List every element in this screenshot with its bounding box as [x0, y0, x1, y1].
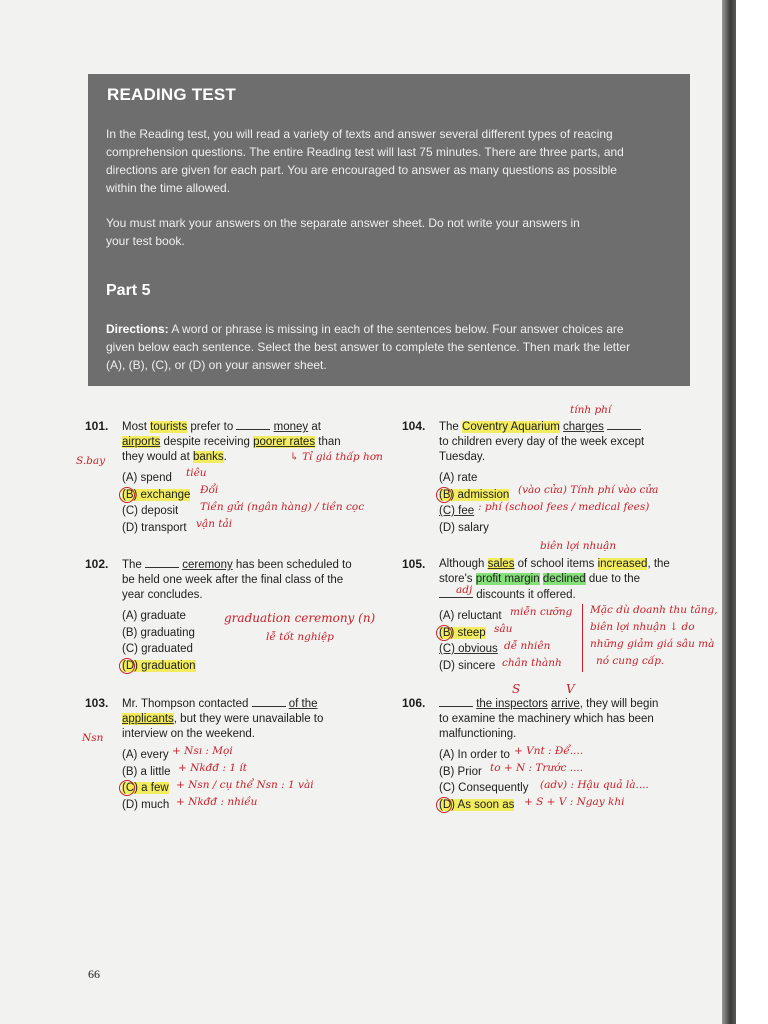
- annotation: Tiền gửi (ngân hàng) / tiền cọc: [200, 501, 365, 513]
- option-label: (A) rate: [439, 472, 478, 484]
- stem-text: .: [223, 451, 227, 463]
- selected-answer-circle: [436, 797, 452, 813]
- option-d[interactable]: [439, 658, 709, 675]
- part-title: Part 5: [106, 282, 151, 299]
- option-b[interactable]: [122, 764, 392, 781]
- stem-text: Mr. Thompson contacted: [122, 698, 252, 710]
- stem-text: , they will begin: [579, 698, 659, 710]
- stem-text: , but they were unavailable to: [173, 713, 324, 725]
- selected-answer-circle: [119, 780, 135, 796]
- stem-text: be held one week after the final class of the: [122, 574, 344, 586]
- option-label: (B) Prior: [439, 765, 482, 778]
- stem-text: of school items: [514, 558, 598, 570]
- stem-text: Although: [439, 558, 488, 570]
- annotation: to + N : Trước ....: [490, 762, 584, 774]
- answer-blank: [252, 696, 286, 707]
- annotation: Đổi: [200, 484, 219, 496]
- selected-answer-circle: [119, 487, 135, 503]
- binding-shadow: [722, 0, 736, 1024]
- annotation: miễn cưỡng: [510, 606, 573, 618]
- underlined-of-the: of the: [288, 698, 318, 710]
- page-number: 66: [88, 967, 100, 981]
- option-label: (B) graduating: [122, 626, 195, 639]
- option-d[interactable]: [122, 658, 392, 675]
- option-label: (D) graduation: [122, 659, 196, 672]
- annotation: Mặc dù doanh thu tăng,: [590, 604, 718, 616]
- annotation-bracket: [582, 604, 583, 672]
- annotation: sâu: [494, 623, 513, 635]
- option-label: (B) a little: [122, 765, 171, 778]
- answer-blank: [607, 419, 641, 430]
- directions-line: (A), (B), (C), or (D) on your answer sheet.: [106, 358, 327, 372]
- annotation: + Nsn / cụ thể Nsn : 1 vài: [176, 779, 314, 791]
- question-stem: [122, 557, 392, 603]
- stem-text: at: [308, 421, 321, 433]
- underlined-money: money: [273, 421, 309, 433]
- question-number: 101.: [85, 419, 109, 433]
- option-label: (C) graduated: [122, 643, 193, 655]
- stem-text: interview on the weekend.: [122, 728, 255, 740]
- option-label: (A) In order to: [439, 749, 510, 761]
- banner-title: READING TEST: [107, 85, 236, 104]
- annotation: : phí (school fees / medical fees): [478, 501, 650, 513]
- highlight-increased: increased: [597, 558, 648, 570]
- option-label: (D) sincere: [439, 659, 496, 672]
- highlight-tourists: tourists: [150, 421, 188, 433]
- annotation: Nsn: [82, 732, 104, 744]
- option-label: (D) As soon as: [439, 798, 515, 811]
- scan-margin: [736, 0, 768, 1024]
- question-stem: [122, 696, 392, 742]
- option-label: (C) fee: [439, 505, 475, 517]
- underlined-arrive: arrive: [551, 698, 580, 710]
- question-stem: [439, 696, 709, 742]
- annotation: ↳ Tỉ giá thấp hơn: [290, 451, 383, 463]
- option-c[interactable]: [122, 641, 392, 658]
- annotation: dễ nhiên: [504, 640, 551, 652]
- option-label: (B) exchange: [122, 488, 191, 501]
- highlight-declined: declined: [542, 573, 586, 585]
- question-number: 103.: [85, 696, 109, 710]
- annotation: tính phí: [570, 404, 612, 416]
- stem-text: discounts it offered.: [476, 589, 576, 601]
- instr-line: your test book.: [106, 234, 185, 248]
- annotation: vận tải: [196, 518, 233, 530]
- highlight-poorer-rates: poorer rates: [253, 436, 316, 448]
- stem-text: to examine the machinery which has been: [439, 713, 654, 725]
- stem-text: Tuesday.: [439, 451, 486, 463]
- highlight-applicants: applicants: [122, 713, 174, 725]
- instr-line: You must mark your answers on the separate answer sheet. Do not write your answers in: [106, 216, 580, 230]
- option-label: (B) steep: [439, 626, 486, 639]
- highlight-coventry-aquarium: Coventry Aquarium: [462, 421, 560, 433]
- option-label: (C) a few: [122, 782, 169, 794]
- selected-answer-circle: [119, 658, 135, 674]
- directions-line: given below each sentence. Select the best answer to complete the sentence. Then mark the letter: [106, 340, 631, 354]
- annotation: (vào cửa) Tính phí vào cửa: [518, 484, 659, 496]
- option-a[interactable]: [122, 470, 392, 487]
- highlight-airports: airports: [122, 436, 161, 448]
- option-label: (D) much: [122, 798, 170, 811]
- intro-line: directions are given for each part. You are encouraged to answer as many questions as possible: [106, 163, 617, 177]
- question-stem: [439, 557, 709, 603]
- intro-line: comprehension questions. The entire Reading test will last 75 minutes. There are three parts, and: [106, 145, 624, 159]
- underlined-charges: charges: [563, 421, 604, 433]
- annotation: + Vnt : Để....: [514, 745, 584, 757]
- option-label: (C) obvious: [439, 643, 498, 655]
- intro-line: In the Reading test, you will read a variety of texts and answer several different types of reacing: [106, 127, 613, 141]
- option-label: (C) deposit: [122, 505, 179, 517]
- directions: [106, 320, 676, 374]
- reading-test-banner: [88, 74, 690, 386]
- option-label: (C) Consequently: [439, 782, 529, 794]
- option-label: (A) every: [122, 749, 169, 761]
- selected-answer-circle: [436, 625, 452, 641]
- stem-text: prefer to: [187, 421, 237, 433]
- stem-text: due to the: [585, 573, 641, 585]
- question-stem: [439, 419, 709, 465]
- highlight-banks: banks: [192, 451, 224, 463]
- directions-label: Directions:: [106, 322, 169, 336]
- answer-blank: [439, 696, 473, 707]
- stem-text: , the: [647, 558, 670, 570]
- stem-text: Most: [122, 421, 151, 433]
- banner-intro: [106, 125, 666, 197]
- option-d[interactable]: [439, 520, 709, 537]
- banner-instructions: [106, 214, 666, 250]
- stem-text: they would at: [122, 451, 193, 463]
- stem-text: has been scheduled to: [232, 559, 352, 571]
- annotation: những giảm giá sâu mà: [590, 638, 715, 650]
- option-label: (B) admission: [439, 488, 510, 501]
- question-104: [402, 419, 709, 536]
- annotation: tiêu: [186, 467, 207, 479]
- annotation: + S + V : Ngay khi: [524, 796, 625, 808]
- annotation: V: [566, 682, 575, 696]
- directions-line: A word or phrase is missing in each of the sentences below. Four answer choices are: [168, 322, 624, 336]
- stem-text: store's: [439, 573, 476, 585]
- option-a[interactable]: [122, 747, 392, 764]
- answer-blank: [145, 557, 179, 568]
- option-d[interactable]: [122, 520, 392, 537]
- question-number: 104.: [402, 419, 426, 433]
- annotation: + Nkđđ : 1 ít: [178, 762, 247, 774]
- annotation: biên lợi nhuận ↓ do: [590, 621, 695, 633]
- selected-answer-circle: [436, 487, 452, 503]
- annotation: S.bay: [76, 455, 106, 467]
- option-label: (D) transport: [122, 521, 187, 534]
- annotation: chân thành: [502, 657, 562, 669]
- question-number: 102.: [85, 557, 109, 571]
- option-label: (A) reluctant: [439, 610, 502, 622]
- highlight-sales: sales: [487, 558, 515, 570]
- underlined-ceremony: ceremony: [182, 559, 233, 571]
- option-b[interactable]: [122, 625, 392, 642]
- annotation: lễ tốt nghiệp: [266, 631, 334, 643]
- stem-text: The: [439, 421, 463, 433]
- annotation: + Nkđđ : nhiều: [176, 796, 258, 808]
- highlight-profit-margin: profit margin: [475, 573, 540, 585]
- annotation: S: [512, 682, 521, 696]
- annotation: biên lợi nhuận: [540, 540, 617, 552]
- stem-text: year concludes.: [122, 589, 203, 601]
- stem-text: than: [315, 436, 341, 448]
- stem-text: to children every day of the week except: [439, 436, 645, 448]
- option-label: (A) graduate: [122, 610, 186, 622]
- option-label: (A) spend: [122, 472, 172, 484]
- intro-line: within the time allowed.: [106, 181, 231, 195]
- annotation: adj: [456, 584, 473, 596]
- annotation: graduation ceremony (n): [224, 611, 376, 625]
- underlined-the-inspectors: the inspectors: [476, 698, 548, 710]
- answer-blank: [236, 419, 270, 430]
- annotation: + Nsı : Mọi: [172, 745, 233, 757]
- stem-text: malfunctioning.: [439, 728, 517, 740]
- annotation: nó cung cấp.: [596, 655, 665, 667]
- question-number: 105.: [402, 557, 426, 571]
- stem-text: The: [122, 559, 146, 571]
- stem-text: despite receiving: [160, 436, 254, 448]
- option-label: (D) salary: [439, 521, 489, 534]
- question-number: 106.: [402, 696, 426, 710]
- annotation: (adv) : Hậu quả là....: [540, 779, 649, 791]
